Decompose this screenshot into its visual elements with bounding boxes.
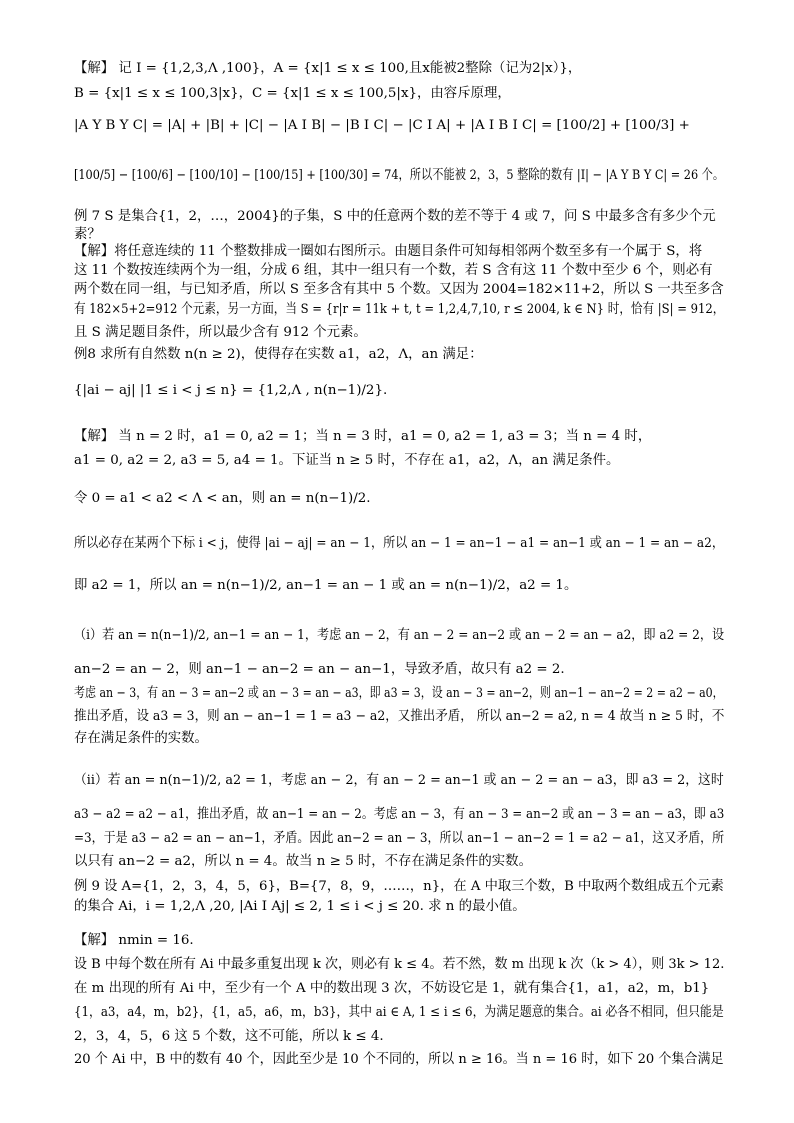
- text-line: 例 9 设 A={1，2，3，4，5，6}，B={7，8，9，……，n}，在 A 中取三个数，B 中取两个数组成五个元素: [74, 879, 724, 894]
- text-line: {|ai − aj| |1 ≤ i < j ≤ n} = {1,2,Λ , n(n−1)/2}.: [74, 383, 388, 398]
- text-line: 20 个 Ai 中，B 中的数有 40 个，因此至少是 10 个不同的，所以 n ≥ 16。当 n = 16 时，如下 20 个集合满足: [74, 1052, 724, 1067]
- text-line: 即 a2 = 1，所以 an = n(n−1)/2, an−1 = an − 1 或 an = n(n−1)/2，a2 = 1。: [74, 578, 578, 593]
- text-line: 设 B 中每个数在所有 Ai 中最多重复出现 k 次，则必有 k ≤ 4。若不然，数 m 出现 k 次（k > 4），则 3k > 12.: [74, 957, 725, 972]
- text-line: 所以必存在某两个下标 i < j，使得 |ai − aj| = an − 1，所以 an − 1 = an−1 − a1 = an−1 或 an − 1 = an − a2，: [74, 536, 724, 551]
- text-line: [100/5] − [100/6] − [100/10] − [100/15] + [100/30] = 74，所以不能被 2，3，5 整除的数有 |I| − |A Y B Y C| = 26 个。: [74, 168, 725, 183]
- text-line: B = {x|1 ≤ x ≤ 100,3|x}，C = {x|1 ≤ x ≤ 100,5|x}，由容斥原理，: [74, 86, 511, 101]
- text-line: 有 182×5+2=912 个元素，另一方面，当 S = {r|r = 11k + t, t = 1,2,4,7,10, r ≤ 2004, k ∈ N} 时，恰有 |S| = 912，: [74, 302, 725, 317]
- text-line: （ⅱ）若 an = n(n−1)/2, a2 = 1，考虑 an − 2，有 an − 2 = an−1 或 an − 2 = an − a3，即 a3 = 2，这时: [74, 773, 724, 788]
- text-line: a3 − a2 = a2 − a1，推出矛盾，故 an−1 = an − 2。考虑 an − 3，有 an − 3 = an−2 或 an − 3 = an − a3，即 a3: [74, 807, 725, 822]
- text-line: a1 = 0, a2 = 2, a3 = 5, a4 = 1。下证当 n ≥ 5 时，不存在 a1，a2，Λ，an 满足条件。: [74, 453, 620, 468]
- text-line: {1，a3，a4，m，b2}，{1，a5，a6，m，b3}，其中 ai ∈ A, 1 ≤ i ≤ 6，为满足题意的集合。ai 必各不相同，但只能是: [74, 1005, 724, 1020]
- text-line: 存在满足条件的实数。: [74, 731, 208, 746]
- text-line: （ⅰ）若 an = n(n−1)/2, an−1 = an − 1，考虑 an − 2，有 an − 2 = an−2 或 an − 2 = an − a2，即 a2 = 2，设: [74, 628, 725, 643]
- text-line: 的集合 Ai，i = 1,2,Λ ,20, |Ai I Aj| ≤ 2, 1 ≤ i < j ≤ 20. 求 n 的最小值。: [74, 899, 526, 914]
- text-line: an−2 = an − 2，则 an−1 − an−2 = an − an−1，导致矛盾，故只有 a2 = 2.: [74, 662, 565, 677]
- text-line: 这 11 个数按连续两个为一组，分成 6 组，其中一组只有一个数，若 S 含有这 11 个数中至少 6 个，则必有: [74, 263, 713, 278]
- text-line: 素？: [74, 227, 101, 242]
- text-line: =3，于是 a3 − a2 = an − an−1，矛盾。因此 an−2 = an − 3，所以 an−1 − an−2 = 1 = a2 − a1，这又矛盾，所: [74, 831, 725, 846]
- text-line: 例 7 S 是集合{1，2，…，2004}的子集，S 中的任意两个数的差不等于 4 或 7，问 S 中最多含有多少个元: [74, 209, 716, 224]
- text-line: 例8 求所有自然数 n(n ≥ 2)，使得存在实数 a1，a2，Λ，an 满足：: [74, 347, 483, 362]
- text-line: |A Y B Y C| = |A| + |B| + |C| − |A I B| − |B I C| − |C I A| + |A I B I C| = [100/2] + [100/3] +: [74, 118, 690, 133]
- text-line: 【解】 记 I = {1,2,3,Λ ,100}，A = {x|1 ≤ x ≤ 100,且x能被2整除（记为2|x）}，: [74, 61, 582, 76]
- text-line: 【解】 当 n = 2 时，a1 = 0, a2 = 1；当 n = 3 时，a1 = 0, a2 = 1, a3 = 3；当 n = 4 时，: [74, 429, 652, 444]
- text-line: 2，3，4，5，6 这 5 个数，这不可能，所以 k ≤ 4.: [74, 1029, 384, 1044]
- text-line: 且 S 满足题目条件，所以最少含有 912 个元素。: [74, 325, 367, 340]
- text-line: 两个数在同一组，与已知矛盾，所以 S 至多含有其中 5 个数。又因为 2004=182×11+2，所以 S 一共至多含: [74, 282, 724, 297]
- text-line: 以只有 an−2 = a2，所以 n = 4。故当 n ≥ 5 时，不存在满足条件的实数。: [74, 854, 532, 869]
- text-line: 【解】 nmin = 16.: [74, 933, 194, 948]
- text-line: 令 0 = a1 < a2 < Λ < an，则 an = n(n−1)/2.: [74, 491, 371, 506]
- text-line: 考虑 an − 3，有 an − 3 = an−2 或 an − 3 = an − a3，即 a3 = 3，设 an − 3 = an−2，则 an−1 − an−2 = 2 = a2 − a0，: [74, 686, 724, 701]
- text-line: 在 m 出现的所有 Ai 中，至少有一个 A 中的数出现 3 次，不妨设它是 1，就有集合{1，a1，a2，m，b1}: [74, 981, 710, 996]
- text-line: 【解】将任意连续的 11 个整数排成一圈如右图所示。由题目条件可知每相邻两个数至多有一个属于 S，将: [74, 244, 703, 259]
- text-line: 推出矛盾，设 a3 = 3，则 an − an−1 = 1 = a3 − a2，又推出矛盾， 所以 an−2 = a2, n = 4 故当 n ≥ 5 时，不: [74, 709, 725, 724]
